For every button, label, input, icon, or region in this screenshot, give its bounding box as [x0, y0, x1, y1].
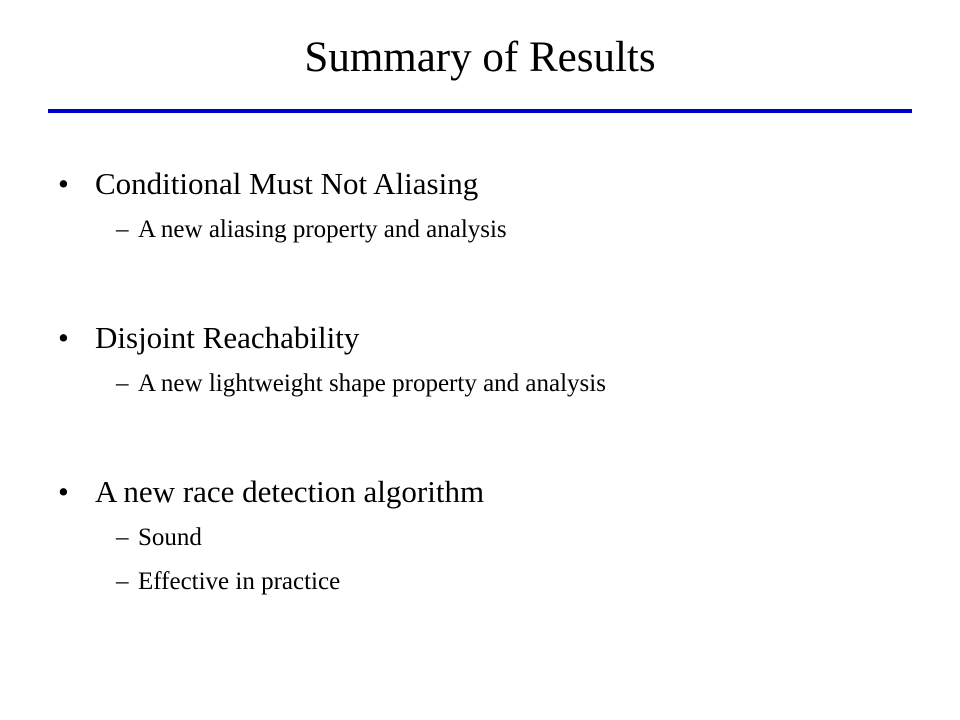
sub-item [116, 566, 340, 598]
bullet-marker: • [58, 474, 69, 509]
dash-marker: – [116, 568, 129, 595]
bullet-text: A new race detection algorithm [95, 474, 485, 509]
bullet-item [58, 164, 478, 204]
sub-item-text: A new aliasing property and analysis [138, 216, 507, 243]
bullet-item [58, 318, 359, 358]
slide-title: Summary of Results [304, 34, 656, 81]
bullet-marker: • [58, 320, 69, 355]
bullet-item [58, 472, 484, 512]
dash-marker: – [116, 370, 129, 397]
sub-item [116, 522, 202, 554]
bullet-marker: • [58, 166, 69, 201]
title-underline [48, 109, 912, 113]
sub-item-text: Sound [138, 524, 202, 551]
dash-marker: – [116, 524, 129, 551]
sub-item [116, 368, 606, 400]
bullet-text: Conditional Must Not Aliasing [95, 166, 479, 201]
dash-marker: – [116, 216, 129, 243]
sub-item [116, 214, 507, 246]
sub-item-text: Effective in practice [138, 568, 341, 595]
bullet-text: Disjoint Reachability [95, 320, 360, 355]
sub-item-text: A new lightweight shape property and analysis [138, 370, 606, 397]
